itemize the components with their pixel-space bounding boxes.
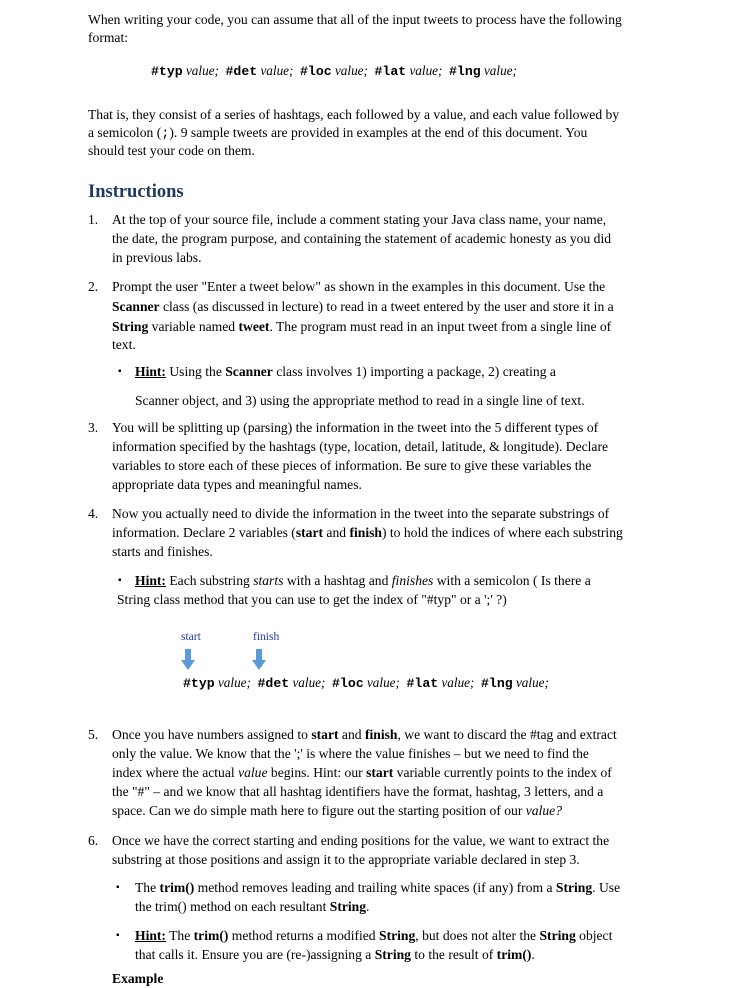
bullet: ▪ bbox=[118, 575, 122, 586]
item-5-line-2: only the value. We know that the ';' is where the value finishes – but we need to find the bbox=[112, 746, 589, 761]
item-2-line-1: Prompt the user "Enter a tweet below" as shown in the examples in this document. Use the bbox=[112, 279, 606, 294]
start-label: start bbox=[181, 631, 201, 643]
item-5-line-4: the "#" – and we know that all hashtag identifiers have the format, hashtag, 3 letters, and a bbox=[112, 784, 604, 799]
hint-2-line-2: String class method that you can use to get the index of "#typ" or a ';' ?) bbox=[117, 592, 507, 607]
intro-line-1: When writing your code, you can assume that all of the input tweets to process have the following bbox=[88, 12, 622, 27]
item-4-line-2: information. Declare 2 variables (start and finish) to hold the indices of where each substring bbox=[112, 525, 623, 540]
item-6-line-2: substring at those positions and assign it to the appropriate variable declared in step 3. bbox=[112, 852, 580, 867]
item-4-line-3: starts and finishes. bbox=[112, 544, 213, 559]
finish-label: finish bbox=[253, 631, 280, 643]
item-4-line-1: Now you actually need to divide the information in the tweet into the separate substrings of bbox=[112, 506, 610, 521]
item-3-line-4: appropriate data types and meaningful names. bbox=[112, 477, 362, 492]
bullet: ▪ bbox=[116, 930, 120, 941]
item-number: 4. bbox=[88, 506, 99, 521]
bullet-1-line-1: The trim() method removes leading and trailing white spaces (if any) from a String. Use bbox=[135, 880, 621, 895]
item-2-line-3: String variable named tweet. The program must read in an input tweet from a single line of bbox=[112, 319, 612, 334]
that-is-line-2: a semicolon (;). 9 sample tweets are provided in examples at the end of this document. You bbox=[88, 125, 588, 142]
item-5-line-5: space. Can we do simple math here to figure out the starting position of our value? bbox=[112, 803, 563, 818]
start-arrow-icon bbox=[181, 649, 195, 671]
instructions-heading: Instructions bbox=[88, 182, 184, 202]
item-5-line-1: Once you have numbers assigned to start and finish, we want to discard the #tag and extract bbox=[112, 727, 617, 742]
item-number: 1. bbox=[88, 212, 99, 227]
item-1-line-2: the date, the program purpose, and containing the statement of academic honesty as you did bbox=[112, 231, 612, 246]
item-2-line-2: Scanner class (as discussed in lecture) to read in a tweet entered by the user and store it in a bbox=[112, 299, 614, 314]
intro-line-2: format: bbox=[88, 30, 129, 45]
item-6-line-1: Once we have the correct starting and ending positions for the value, we want to extract the bbox=[112, 833, 610, 848]
bullet: ▪ bbox=[116, 882, 120, 893]
item-3-line-1: You will be splitting up (parsing) the information in the tweet into the 5 different types of bbox=[112, 420, 599, 435]
item-3-line-3: variables to store each of these pieces of information. Be sure to give these variables the bbox=[112, 458, 592, 473]
example-heading: Example bbox=[112, 971, 164, 986]
that-is-line-1: That is, they consist of a series of hashtags, each followed by a value, and each value followed by bbox=[88, 107, 620, 122]
item-number: 2. bbox=[88, 279, 99, 294]
tweet-format-diagram: #typ value; #det value; #loc value; #lat value; #lng value; bbox=[183, 675, 549, 691]
bullet: ▪ bbox=[118, 366, 122, 377]
bullet-2-line-1: Hint: The trim() method returns a modified String, but does not alter the String object bbox=[135, 928, 613, 943]
hint-2-line-1: Hint: Each substring starts with a hashtag and finishes with a semicolon ( Is there a bbox=[135, 573, 591, 588]
tweet-format: #typ value; #det value; #loc value; #lat value; #lng value; bbox=[151, 63, 517, 79]
bullet-2-line-2: that calls it. Ensure you are (re-)assigning a String to the result of trim(). bbox=[135, 947, 535, 962]
item-number: 6. bbox=[88, 833, 99, 848]
item-number: 5. bbox=[88, 727, 99, 742]
item-1-line-1: At the top of your source file, include a comment stating your Java class name, your name, bbox=[112, 212, 607, 227]
that-is-line-3: should test your code on them. bbox=[88, 143, 255, 158]
item-3-line-2: information specified by the hashtags (type, location, detail, latitude, & longitude). Declare bbox=[112, 439, 609, 454]
bullet-1-line-2: the trim() method on each resultant String. bbox=[135, 899, 370, 914]
finish-arrow-icon bbox=[252, 649, 266, 671]
hint-1-line-2: Scanner object, and 3) using the appropriate method to read in a single line of text. bbox=[135, 393, 585, 408]
item-5-line-3: index where the actual value begins. Hint: our start variable currently points to the index of bbox=[112, 765, 612, 780]
item-number: 3. bbox=[88, 420, 99, 435]
hint-1-line-1: Hint: Using the Scanner class involves 1) importing a package, 2) creating a bbox=[135, 364, 556, 379]
item-1-line-3: in previous labs. bbox=[112, 250, 202, 265]
item-2-line-4: text. bbox=[112, 337, 136, 352]
